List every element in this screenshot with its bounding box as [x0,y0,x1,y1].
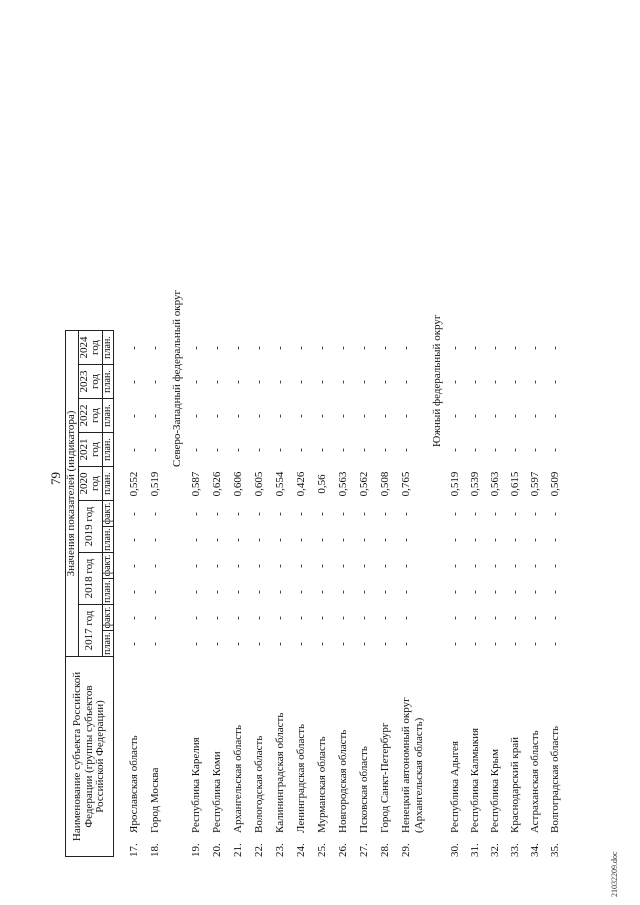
cell-dash: - [509,448,521,452]
cell-dash: - [295,564,307,568]
row-number: 24. [295,843,307,857]
cell-dash: - [253,414,265,418]
header-year: 2023 год [78,365,102,399]
cell-dash: - [128,564,140,568]
cell-dash: - [149,414,161,418]
cell-dash: - [509,642,521,646]
cell-dash: - [509,346,521,350]
row-number: 27. [358,843,370,857]
cell-dash: - [400,448,412,452]
cell-dash: - [232,616,244,620]
cell-value-2020: 0,626 [211,471,223,497]
table-row [509,0,525,857]
cell-dash: - [211,590,223,594]
region-name: Вологодская область [253,735,265,833]
region-name: Город Санкт-Петербург [379,722,391,833]
cell-dash: - [274,414,286,418]
cell-dash: - [549,564,561,568]
cell-value-2020: 0,519 [149,471,161,497]
cell-dash: - [469,564,481,568]
region-name: Архангельская область [232,725,244,833]
cell-dash: - [400,380,412,384]
cell-dash: - [509,538,521,542]
cell-dash: - [379,564,391,568]
cell-dash: - [449,346,461,350]
cell-dash: - [149,538,161,542]
cell-dash: - [529,590,541,594]
region-name-continued: (Архангельская область) [413,717,425,833]
cell-dash: - [274,564,286,568]
table-row [449,0,465,857]
cell-dash: - [149,346,161,350]
cell-dash: - [295,642,307,646]
cell-dash: - [358,346,370,350]
cell-dash: - [509,512,521,516]
cell-dash: - [274,538,286,542]
cell-dash: - [379,538,391,542]
table-row [190,0,206,857]
cell-dash: - [379,380,391,384]
cell-dash: - [274,448,286,452]
table-row [469,0,485,857]
cell-dash: - [149,590,161,594]
cell-dash: - [253,616,265,620]
cell-dash: - [149,616,161,620]
cell-dash: - [549,616,561,620]
cell-dash: - [529,414,541,418]
cell-dash: - [529,642,541,646]
cell-dash: - [316,448,328,452]
cell-dash: - [211,538,223,542]
region-name: Калининградская область [274,712,286,833]
cell-dash: - [190,590,202,594]
cell-dash: - [274,590,286,594]
header-plan: план. [102,399,114,433]
cell-dash: - [379,616,391,620]
cell-dash: - [316,564,328,568]
table-row [274,0,290,857]
cell-dash: - [469,512,481,516]
cell-dash: - [253,346,265,350]
cell-dash: - [509,380,521,384]
cell-dash: - [149,642,161,646]
cell-dash: - [529,448,541,452]
cell-dash: - [529,564,541,568]
row-number: 32. [489,843,501,857]
cell-dash: - [400,346,412,350]
cell-value-2020: 0,509 [549,471,561,497]
cell-dash: - [128,590,140,594]
cell-dash: - [549,380,561,384]
row-number: 20. [211,843,223,857]
cell-dash: - [190,380,202,384]
header-year: 2020 год [78,467,102,501]
cell-dash: - [489,512,501,516]
cell-dash: - [337,448,349,452]
cell-dash: - [274,380,286,384]
cell-dash: - [190,642,202,646]
row-number: 31. [469,843,481,857]
cell-dash: - [337,414,349,418]
row-number: 35. [549,843,561,857]
cell-dash: - [549,590,561,594]
header-plan: план. [102,467,114,501]
cell-dash: - [232,380,244,384]
cell-dash: - [529,380,541,384]
cell-dash: - [358,448,370,452]
cell-dash: - [400,564,412,568]
cell-dash: - [190,414,202,418]
cell-value-2020: 0,563 [337,471,349,497]
row-number: 19. [190,843,202,857]
cell-dash: - [489,642,501,646]
cell-dash: - [316,642,328,646]
cell-value-2020: 0,587 [190,471,202,497]
cell-dash: - [400,414,412,418]
cell-dash: - [469,380,481,384]
region-name: Ненецкий автономный округ [400,697,412,833]
cell-dash: - [128,512,140,516]
region-name: Республика Карелия [190,737,202,833]
district-heading: Северо-Западный федеральный округ [171,289,183,467]
cell-dash: - [211,414,223,418]
page-number: 79 [48,472,63,485]
table-row [379,0,395,857]
cell-dash: - [358,538,370,542]
cell-dash: - [253,590,265,594]
cell-dash: - [149,380,161,384]
row-number: 18. [149,843,161,857]
cell-dash: - [232,448,244,452]
cell-dash: - [316,380,328,384]
cell-dash: - [295,616,307,620]
cell-dash: - [274,616,286,620]
cell-dash: - [489,564,501,568]
row-number: 34. [529,843,541,857]
cell-dash: - [211,642,223,646]
cell-dash: - [400,538,412,542]
cell-dash: - [469,448,481,452]
cell-dash: - [549,512,561,516]
cell-dash: - [379,346,391,350]
cell-dash: - [489,616,501,620]
table-row [400,0,425,857]
cell-dash: - [274,346,286,350]
cell-dash: - [509,564,521,568]
cell-dash: - [489,448,501,452]
cell-dash: - [529,616,541,620]
cell-dash: - [469,616,481,620]
cell-dash: - [529,512,541,516]
cell-dash: - [529,346,541,350]
cell-value-2020: 0,519 [449,471,461,497]
cell-dash: - [337,616,349,620]
table-row [549,0,565,857]
region-name: Ярославская область [128,735,140,833]
cell-dash: - [316,414,328,418]
cell-dash: - [449,512,461,516]
cell-dash: - [149,564,161,568]
header-plan: план. [102,365,114,399]
cell-dash: - [211,346,223,350]
cell-dash: - [379,512,391,516]
cell-dash: - [337,380,349,384]
cell-dash: - [400,512,412,516]
cell-dash: - [449,642,461,646]
cell-dash: - [358,380,370,384]
cell-dash: - [253,448,265,452]
cell-value-2020: 0,539 [469,471,481,497]
cell-dash: - [469,346,481,350]
cell-dash: - [337,512,349,516]
header-year: 2024 год [78,331,102,365]
region-name: Новгородская область [337,729,349,833]
cell-dash: - [253,512,265,516]
region-name: Краснодарский край [509,736,521,833]
cell-value-2020: 0,562 [358,471,370,497]
cell-dash: - [489,380,501,384]
header-year: 2022 год [78,399,102,433]
cell-dash: - [529,538,541,542]
region-name: Волгоградская область [549,725,561,833]
cell-value-2020: 0,597 [529,471,541,497]
table-row [128,0,144,857]
cell-dash: - [274,642,286,646]
table-row [529,0,545,857]
cell-dash: - [253,564,265,568]
cell-dash: - [549,538,561,542]
cell-dash: - [358,590,370,594]
cell-dash: - [295,380,307,384]
cell-dash: - [449,448,461,452]
cell-dash: - [358,564,370,568]
header-year: 2021 год [78,433,102,467]
cell-dash: - [449,590,461,594]
cell-value-2020: 0,552 [128,471,140,497]
cell-dash: - [316,590,328,594]
region-name: Республика Калмыкия [469,727,481,833]
row-number: 23. [274,843,286,857]
cell-dash: - [509,590,521,594]
cell-value-2020: 0,426 [295,471,307,497]
cell-dash: - [232,642,244,646]
header-year: 2018 год [78,553,102,605]
row-number: 33. [509,843,521,857]
cell-dash: - [211,616,223,620]
region-name: Республика Крым [489,749,501,833]
table-row [489,0,505,857]
cell-dash: - [211,512,223,516]
header-fact: факт. [102,553,114,579]
cell-dash: - [253,538,265,542]
header-fact: факт. [102,501,114,527]
footer-doc-code: 21032209.doc [610,851,619,897]
cell-dash: - [337,564,349,568]
cell-dash: - [449,616,461,620]
region-name: Ленинградская область [295,723,307,833]
cell-dash: - [379,590,391,594]
cell-dash: - [232,346,244,350]
cell-dash: - [549,448,561,452]
cell-dash: - [469,414,481,418]
row-number: 26. [337,843,349,857]
cell-dash: - [379,414,391,418]
cell-dash: - [316,346,328,350]
row-number: 21. [232,843,244,857]
region-name: Город Москва [149,767,161,833]
row-number: 30. [449,843,461,857]
cell-dash: - [295,414,307,418]
cell-dash: - [469,642,481,646]
table-row [253,0,269,857]
cell-dash: - [232,538,244,542]
header-plan: план. [102,331,114,365]
cell-dash: - [449,414,461,418]
cell-dash: - [379,642,391,646]
cell-dash: - [337,346,349,350]
cell-dash: - [149,448,161,452]
row-number: 25. [316,843,328,857]
cell-value-2020: 0,615 [509,471,521,497]
cell-dash: - [211,380,223,384]
cell-dash: - [489,346,501,350]
cell-dash: - [489,414,501,418]
cell-dash: - [337,642,349,646]
cell-dash: - [316,616,328,620]
cell-dash: - [128,538,140,542]
table-row [295,0,311,857]
row-number: 29. [400,843,412,857]
cell-dash: - [253,380,265,384]
cell-dash: - [449,380,461,384]
cell-value-2020: 0,765 [400,471,412,497]
header-plan: план. [101,632,113,655]
cell-dash: - [469,590,481,594]
cell-value-2020: 0,56 [316,474,328,494]
cell-dash: - [316,512,328,516]
cell-dash: - [337,590,349,594]
region-name: Астраханская область [529,730,541,833]
header-plan: план. [102,433,114,467]
cell-dash: - [358,642,370,646]
cell-dash: - [295,346,307,350]
table-row [149,0,165,857]
table-row [358,0,374,857]
cell-dash: - [190,616,202,620]
table-row [316,0,332,857]
cell-dash: - [128,616,140,620]
cell-dash: - [400,642,412,646]
header-fact: факт. [102,605,114,631]
cell-dash: - [295,590,307,594]
cell-dash: - [295,512,307,516]
cell-dash: - [295,448,307,452]
cell-dash: - [489,590,501,594]
row-number: 22. [253,843,265,857]
cell-dash: - [149,512,161,516]
cell-dash: - [128,448,140,452]
header-year: 2017 год [78,605,102,657]
cell-dash: - [449,538,461,542]
cell-value-2020: 0,605 [253,471,265,497]
cell-dash: - [128,380,140,384]
region-name: Республика Коми [211,751,223,833]
header-plan: план. [101,580,113,603]
cell-value-2020: 0,508 [379,471,391,497]
table-row [337,0,353,857]
table-row [211,0,227,857]
cell-dash: - [295,538,307,542]
region-name: Республика Адыгея [449,740,461,833]
cell-dash: - [190,448,202,452]
cell-dash: - [232,590,244,594]
cell-dash: - [190,564,202,568]
cell-dash: - [489,538,501,542]
cell-dash: - [358,414,370,418]
region-name: Мурманская область [316,736,328,833]
cell-value-2020: 0,563 [489,471,501,497]
cell-dash: - [400,616,412,620]
cell-dash: - [469,538,481,542]
cell-dash: - [449,564,461,568]
cell-dash: - [549,414,561,418]
header-year: 2019 год [78,501,102,553]
cell-dash: - [549,642,561,646]
cell-dash: - [253,642,265,646]
region-name: Псковская область [358,746,370,833]
row-number: 17. [128,843,140,857]
cell-dash: - [128,414,140,418]
cell-dash: - [190,512,202,516]
cell-dash: - [232,564,244,568]
cell-dash: - [232,512,244,516]
cell-dash: - [274,512,286,516]
cell-dash: - [316,538,328,542]
cell-dash: - [358,616,370,620]
header-name-column: Наименование субъекта Российской Федерации (группы субъектов Российской Федерации) [66,657,114,857]
cell-value-2020: 0,554 [274,471,286,497]
cell-dash: - [211,564,223,568]
table-row [232,0,248,857]
cell-dash: - [509,414,521,418]
header-indicator-group: Значения показателей (индикатора) [66,331,79,657]
cell-dash: - [379,448,391,452]
cell-dash: - [358,512,370,516]
cell-dash: - [211,448,223,452]
header-plan: план. [101,528,113,551]
cell-value-2020: 0,606 [232,471,244,497]
cell-dash: - [128,642,140,646]
cell-dash: - [509,616,521,620]
cell-dash: - [128,346,140,350]
cell-dash: - [549,346,561,350]
cell-dash: - [190,538,202,542]
district-heading: Южный федеральный округ [431,314,443,447]
row-number: 28. [379,843,391,857]
cell-dash: - [337,538,349,542]
cell-dash: - [232,414,244,418]
cell-dash: - [400,590,412,594]
cell-dash: - [190,346,202,350]
